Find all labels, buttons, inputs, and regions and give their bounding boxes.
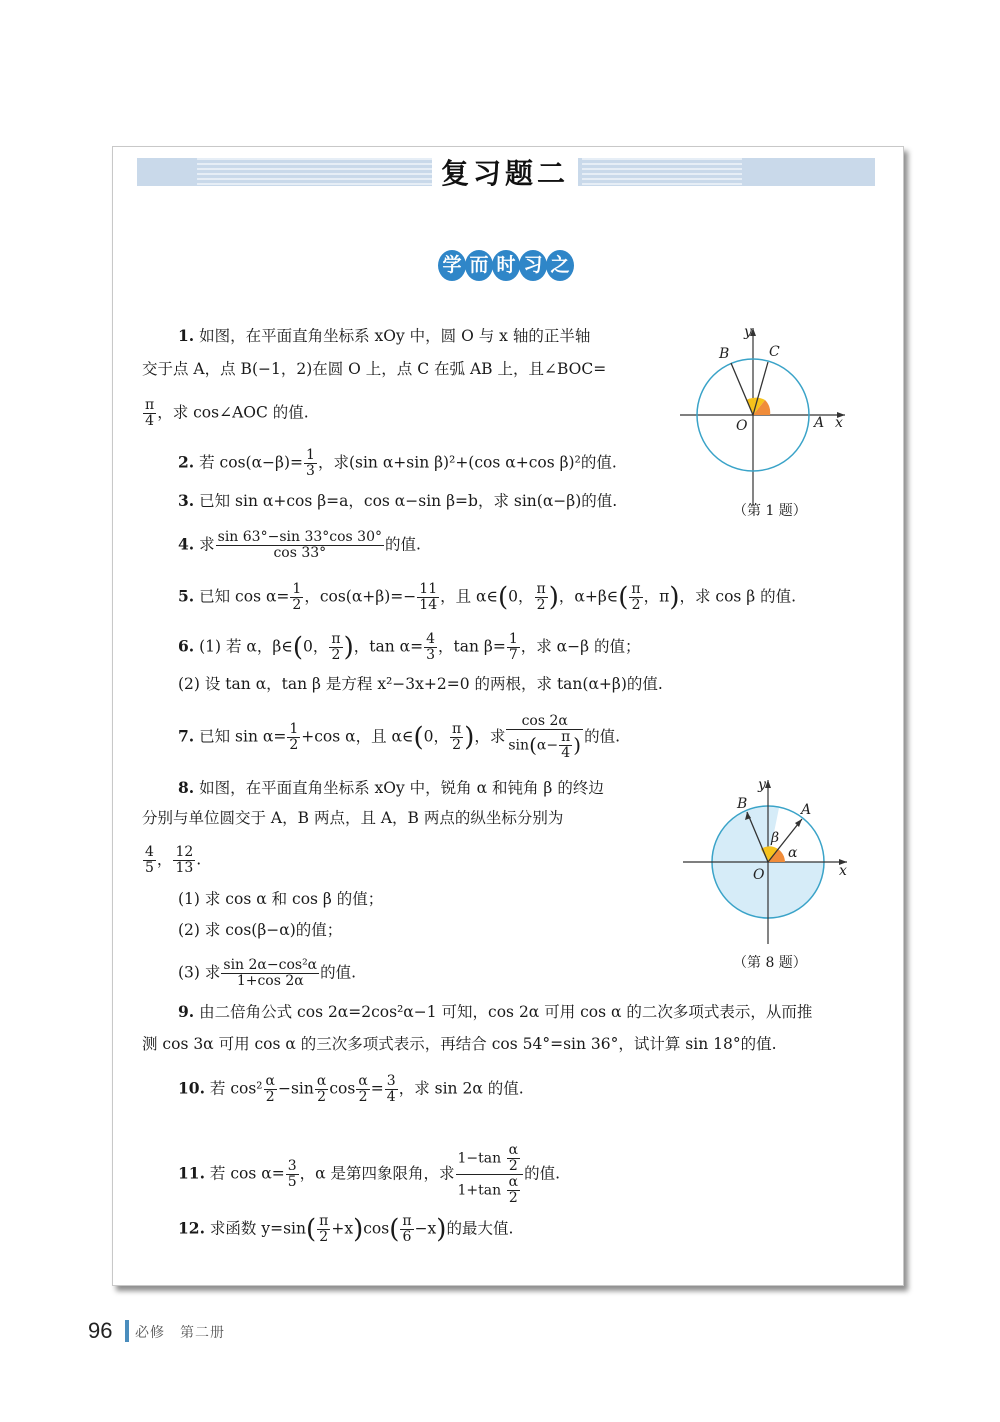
footer-accent-bar <box>125 1320 129 1342</box>
problem-8-line2: 分别与单位圆交于 A，B 两点，且 A，B 两点的纵坐标分别为 <box>142 809 564 827</box>
problem-5: 5. 已知 cos α= $\frac{1}{2}$ ，cos(α+β)=− $\frac{11}{14}$ ，且 α∈(0， $\frac{\pi}{2}$ )，α+β∈( $\frac{\pi}{2}$ ，π)，求 cos β 的值. <box>178 581 797 613</box>
label-b: B <box>719 346 730 362</box>
problem-11: 11. 若 cos α= $\frac{3}{5}$ ，α 是第四象限角，求 1−tan $\frac{\alpha}{2}$ 1+tan $\frac{\alpha}{2}$ 的值. <box>178 1142 561 1206</box>
book-title: 必修 第二册 <box>135 1325 225 1341</box>
label-a: A <box>814 415 825 431</box>
title-stripes-right <box>582 158 742 186</box>
figure-8-diagram <box>675 772 875 982</box>
problem-12: 12. 求函数 y=sin( $\frac{\pi}{2}$ +x)cos( $\frac{\pi}{6}$ −x)的最大值. <box>178 1213 514 1245</box>
page-number: 96 <box>88 1318 113 1343</box>
label-o: O <box>736 418 748 434</box>
problem-2: 2. 若 cos(α−β)= $\frac{1}{3}$ ，求(sin α+sin β)²+(cos α+cos β)²的值. <box>178 447 617 479</box>
problem-1-line2: 交于点 A，点 B(−1，2)在圆 O 上，点 C 在弧 AB 上，且∠BOC= <box>142 360 607 378</box>
problem-8-line3: $\frac{4}{5}$ ， $\frac{12}{13}$ . <box>145 844 202 876</box>
label-y: y <box>758 777 766 793</box>
label-alpha: α <box>788 845 798 861</box>
badge-char: 学 <box>438 250 466 281</box>
figure-8-caption: （第 8 题） <box>733 955 807 971</box>
problem-4: 4. 求 $\frac{\sin 63^\circ-\sin 33^\circ\cos 30^\circ}{\cos 33^\circ}$ 的值. <box>178 529 421 561</box>
badge-char: 之 <box>546 250 574 281</box>
problem-6-part1: 6. (1) 若 α，β∈(0， $\frac{\pi}{2}$ )，tan α= $\frac{4}{3}$ ，tan β= $\frac{1}{7}$ ，求 α−β 的值； <box>178 631 641 663</box>
problem-6-part2: (2) 设 tan α，tan β 是方程 x²−3x+2=0 的两根，求 tan(α+β)的值. <box>178 675 663 693</box>
problem-8-sub3: (3) 求 $\frac{\text{sin 2α−cos²α}}{1+\cos 2\alpha}$ 的值. <box>178 957 357 989</box>
problem-9-line1: 9. 由二倍角公式 cos 2α=2cos²α−1 可知，cos 2α 可用 cos α 的二次多项式表示，从而推 <box>178 1002 813 1021</box>
label-o: O <box>753 867 765 883</box>
problem-3: 3. 已知 sin α+cos β=a，cos α−sin β=b，求 sin(α−β)的值. <box>178 491 618 510</box>
title-stripes-left <box>197 158 437 186</box>
label-a: A <box>801 802 812 818</box>
label-c: C <box>769 344 780 360</box>
label-x: x <box>839 863 847 879</box>
label-beta: β <box>771 830 780 846</box>
badge-char: 习 <box>519 250 547 281</box>
problem-8-sub2: (2) 求 cos(β−α)的值； <box>178 921 343 939</box>
problem-1-line1: 1. 如图，在平面直角坐标系 xOy 中，圆 O 与 x 轴的正半轴 <box>178 326 591 345</box>
ray-ob <box>731 363 753 415</box>
problem-7: 7. 已知 sin α= $\frac{1}{2}$ +cos α，且 α∈(0， $\frac{\pi}{2}$ )，求 cos 2α sin(α− $\frac{\pi}{4}$ ) 的值. <box>178 713 621 761</box>
section-badge <box>438 250 573 281</box>
page-title: 复习题二 <box>432 150 578 194</box>
label-x: x <box>835 415 843 431</box>
label-y: y <box>744 324 752 340</box>
badge-char: 而 <box>465 250 493 281</box>
problem-9-line2: 测 cos 3α 可用 cos α 的三次多项式表示，再结合 cos 54°=sin 36°，试计算 sin 18°的值. <box>142 1035 777 1053</box>
problem-1-line3: $\frac{\pi}{4}$ ，求 cos∠AOC 的值. <box>145 397 309 429</box>
problem-10: 10. 若 cos² $\frac{\alpha}{2}$ −sin $\frac{\alpha}{2}$ cos $\frac{\alpha}{2}$ = $\frac{3}{4}$ ，求 sin 2α 的值. <box>178 1073 524 1105</box>
problem-8-line1: 8. 如图，在平面直角坐标系 xOy 中，锐角 α 和钝角 β 的终边 <box>178 778 604 797</box>
badge-char: 时 <box>492 250 520 281</box>
problem-8-sub1: (1) 求 cos α 和 cos β 的值； <box>178 890 384 908</box>
figure-1-caption: （第 1 题） <box>733 503 807 519</box>
label-b: B <box>737 796 748 812</box>
